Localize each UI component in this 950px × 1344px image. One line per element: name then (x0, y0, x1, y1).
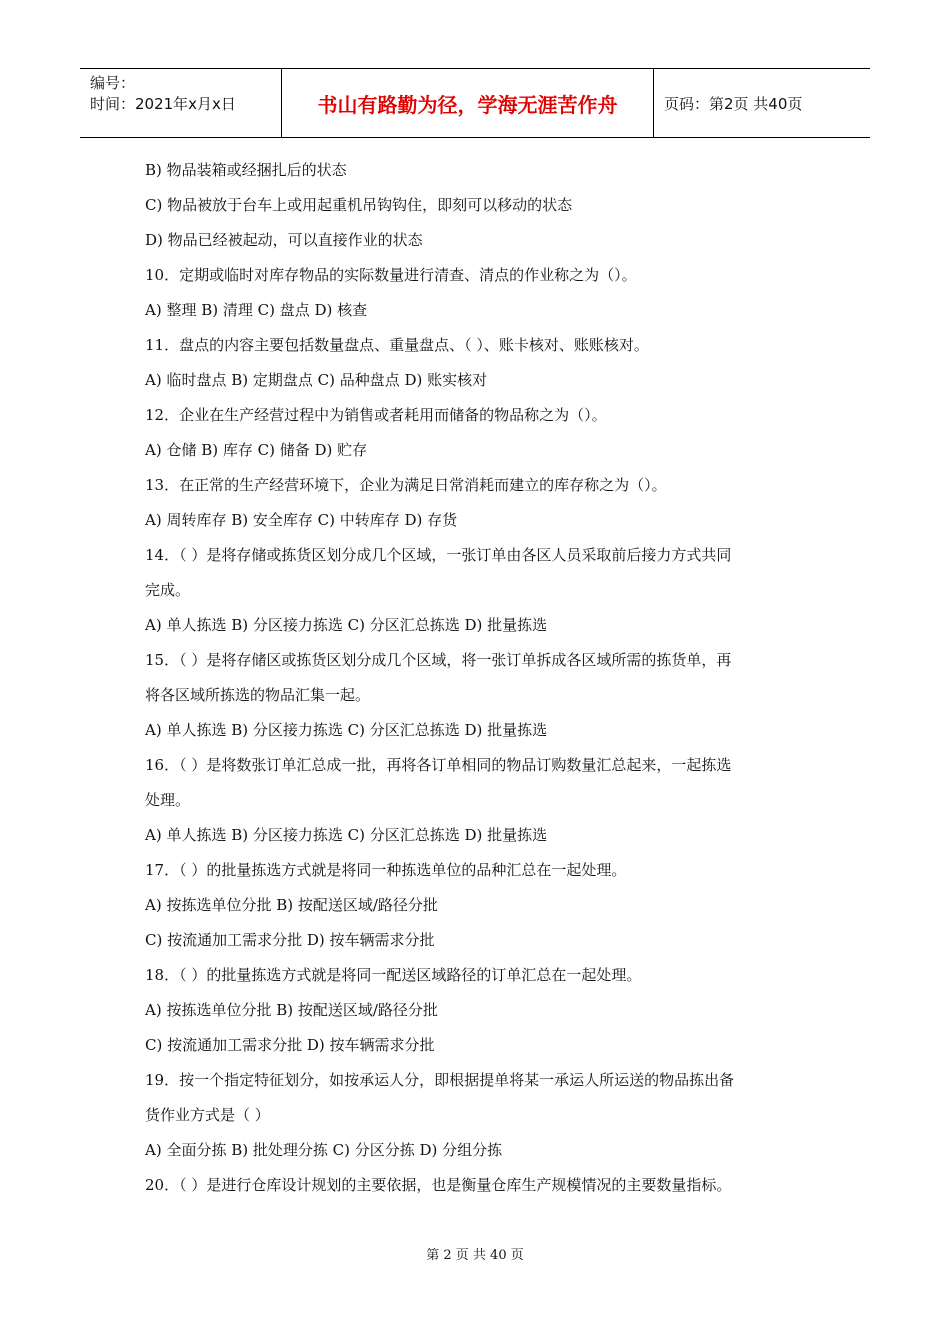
text-line: 11．盘点的内容主要包括数量盘点、重量盘点、（ ）、账卡核对、账账核对。 (145, 336, 649, 354)
page-footer: 第 2 页 共 40 页 (426, 1248, 524, 1263)
text-line: 17．（ ）的批量拣选方式就是将同一种拣选单位的品种汇总在一起处理。 (145, 861, 627, 879)
header-motto: 书山有路勤为径，学海无涯苦作舟 (282, 69, 654, 137)
text-line: 货作业方式是（ ） (145, 1106, 270, 1124)
text-line: 完成。 (145, 581, 191, 599)
text-line: A) 按拣选单位分批 B) 按配送区域/路径分批 (145, 896, 438, 914)
text-line: A) 单人拣选 B) 分区接力拣选 C) 分区汇总拣选 D) 批量拣选 (145, 826, 548, 844)
text-line: 10．定期或临时对库存物品的实际数量进行清查、清点的作业称之为（）。 (145, 266, 637, 284)
text-line: 18．（ ）的批量拣选方式就是将同一配送区域路径的订单汇总在一起处理。 (145, 966, 642, 984)
text-line: A) 整理 B) 清理 C) 盘点 D) 核查 (145, 301, 368, 319)
date-label: 时间：2021年x月x日 (90, 95, 236, 113)
serial-number-label: 编号： (90, 74, 136, 92)
text-line: 12．企业在生产经营过程中为销售或者耗用而储备的物品称之为（）。 (145, 406, 607, 424)
header-left-cell (80, 69, 282, 137)
text-line: 16．（ ）是将数张订单汇总成一批，再将各订单相同的物品订购数量汇总起来，一起拣选 (145, 756, 732, 774)
text-line: C) 按流通加工需求分批 D) 按车辆需求分批 (145, 1036, 435, 1054)
text-line: A) 单人拣选 B) 分区接力拣选 C) 分区汇总拣选 D) 批量拣选 (145, 616, 548, 634)
text-line: B) 物品装箱或经捆扎后的状态 (145, 161, 347, 179)
text-line: A) 周转库存 B) 安全库存 C) 中转库存 D) 存货 (145, 511, 458, 529)
document-body (145, 153, 815, 1203)
text-line: C) 物品被放于台车上或用起重机吊钩钩住，即刻可以移动的状态 (145, 196, 573, 214)
text-line: 14．（ ）是将存储或拣货区划分成几个区域，一张订单由各区人员采取前后接力方式共同 (145, 546, 732, 564)
text-line: A) 临时盘点 B) 定期盘点 C) 品种盘点 D) 账实核对 (145, 371, 488, 389)
text-line: 13．在正常的生产经营环境下，企业为满足日常消耗而建立的库存称之为（）。 (145, 476, 667, 494)
text-line: A) 仓储 B) 库存 C) 储备 D) 贮存 (145, 441, 368, 459)
text-line: 19．按一个指定特征划分，如按承运人分，即根据提单将某一承运人所运送的物品拣出备 (145, 1071, 735, 1089)
header-page-info: 页码：第2页 共40页 (664, 94, 803, 113)
text-line: A) 单人拣选 B) 分区接力拣选 C) 分区汇总拣选 D) 批量拣选 (145, 721, 548, 739)
page-header (80, 68, 870, 138)
text-line: A) 按拣选单位分批 B) 按配送区域/路径分批 (145, 1001, 438, 1019)
text-line: C) 按流通加工需求分批 D) 按车辆需求分批 (145, 931, 435, 949)
text-line: 处理。 (145, 791, 191, 809)
text-line: D) 物品已经被起动，可以直接作业的状态 (145, 231, 423, 249)
text-line: A) 全面分拣 B) 批处理分拣 C) 分区分拣 D) 分组分拣 (145, 1141, 503, 1159)
text-line: 20．（ ）是进行仓库设计规划的主要依据，也是衡量仓库生产规模情况的主要数量指标。 (145, 1176, 732, 1194)
text-line: 15．（ ）是将存储区或拣货区划分成几个区域，将一张订单拆成各区域所需的拣货单，再 (145, 651, 732, 669)
text-line: 将各区域所拣选的物品汇集一起。 (145, 686, 371, 704)
